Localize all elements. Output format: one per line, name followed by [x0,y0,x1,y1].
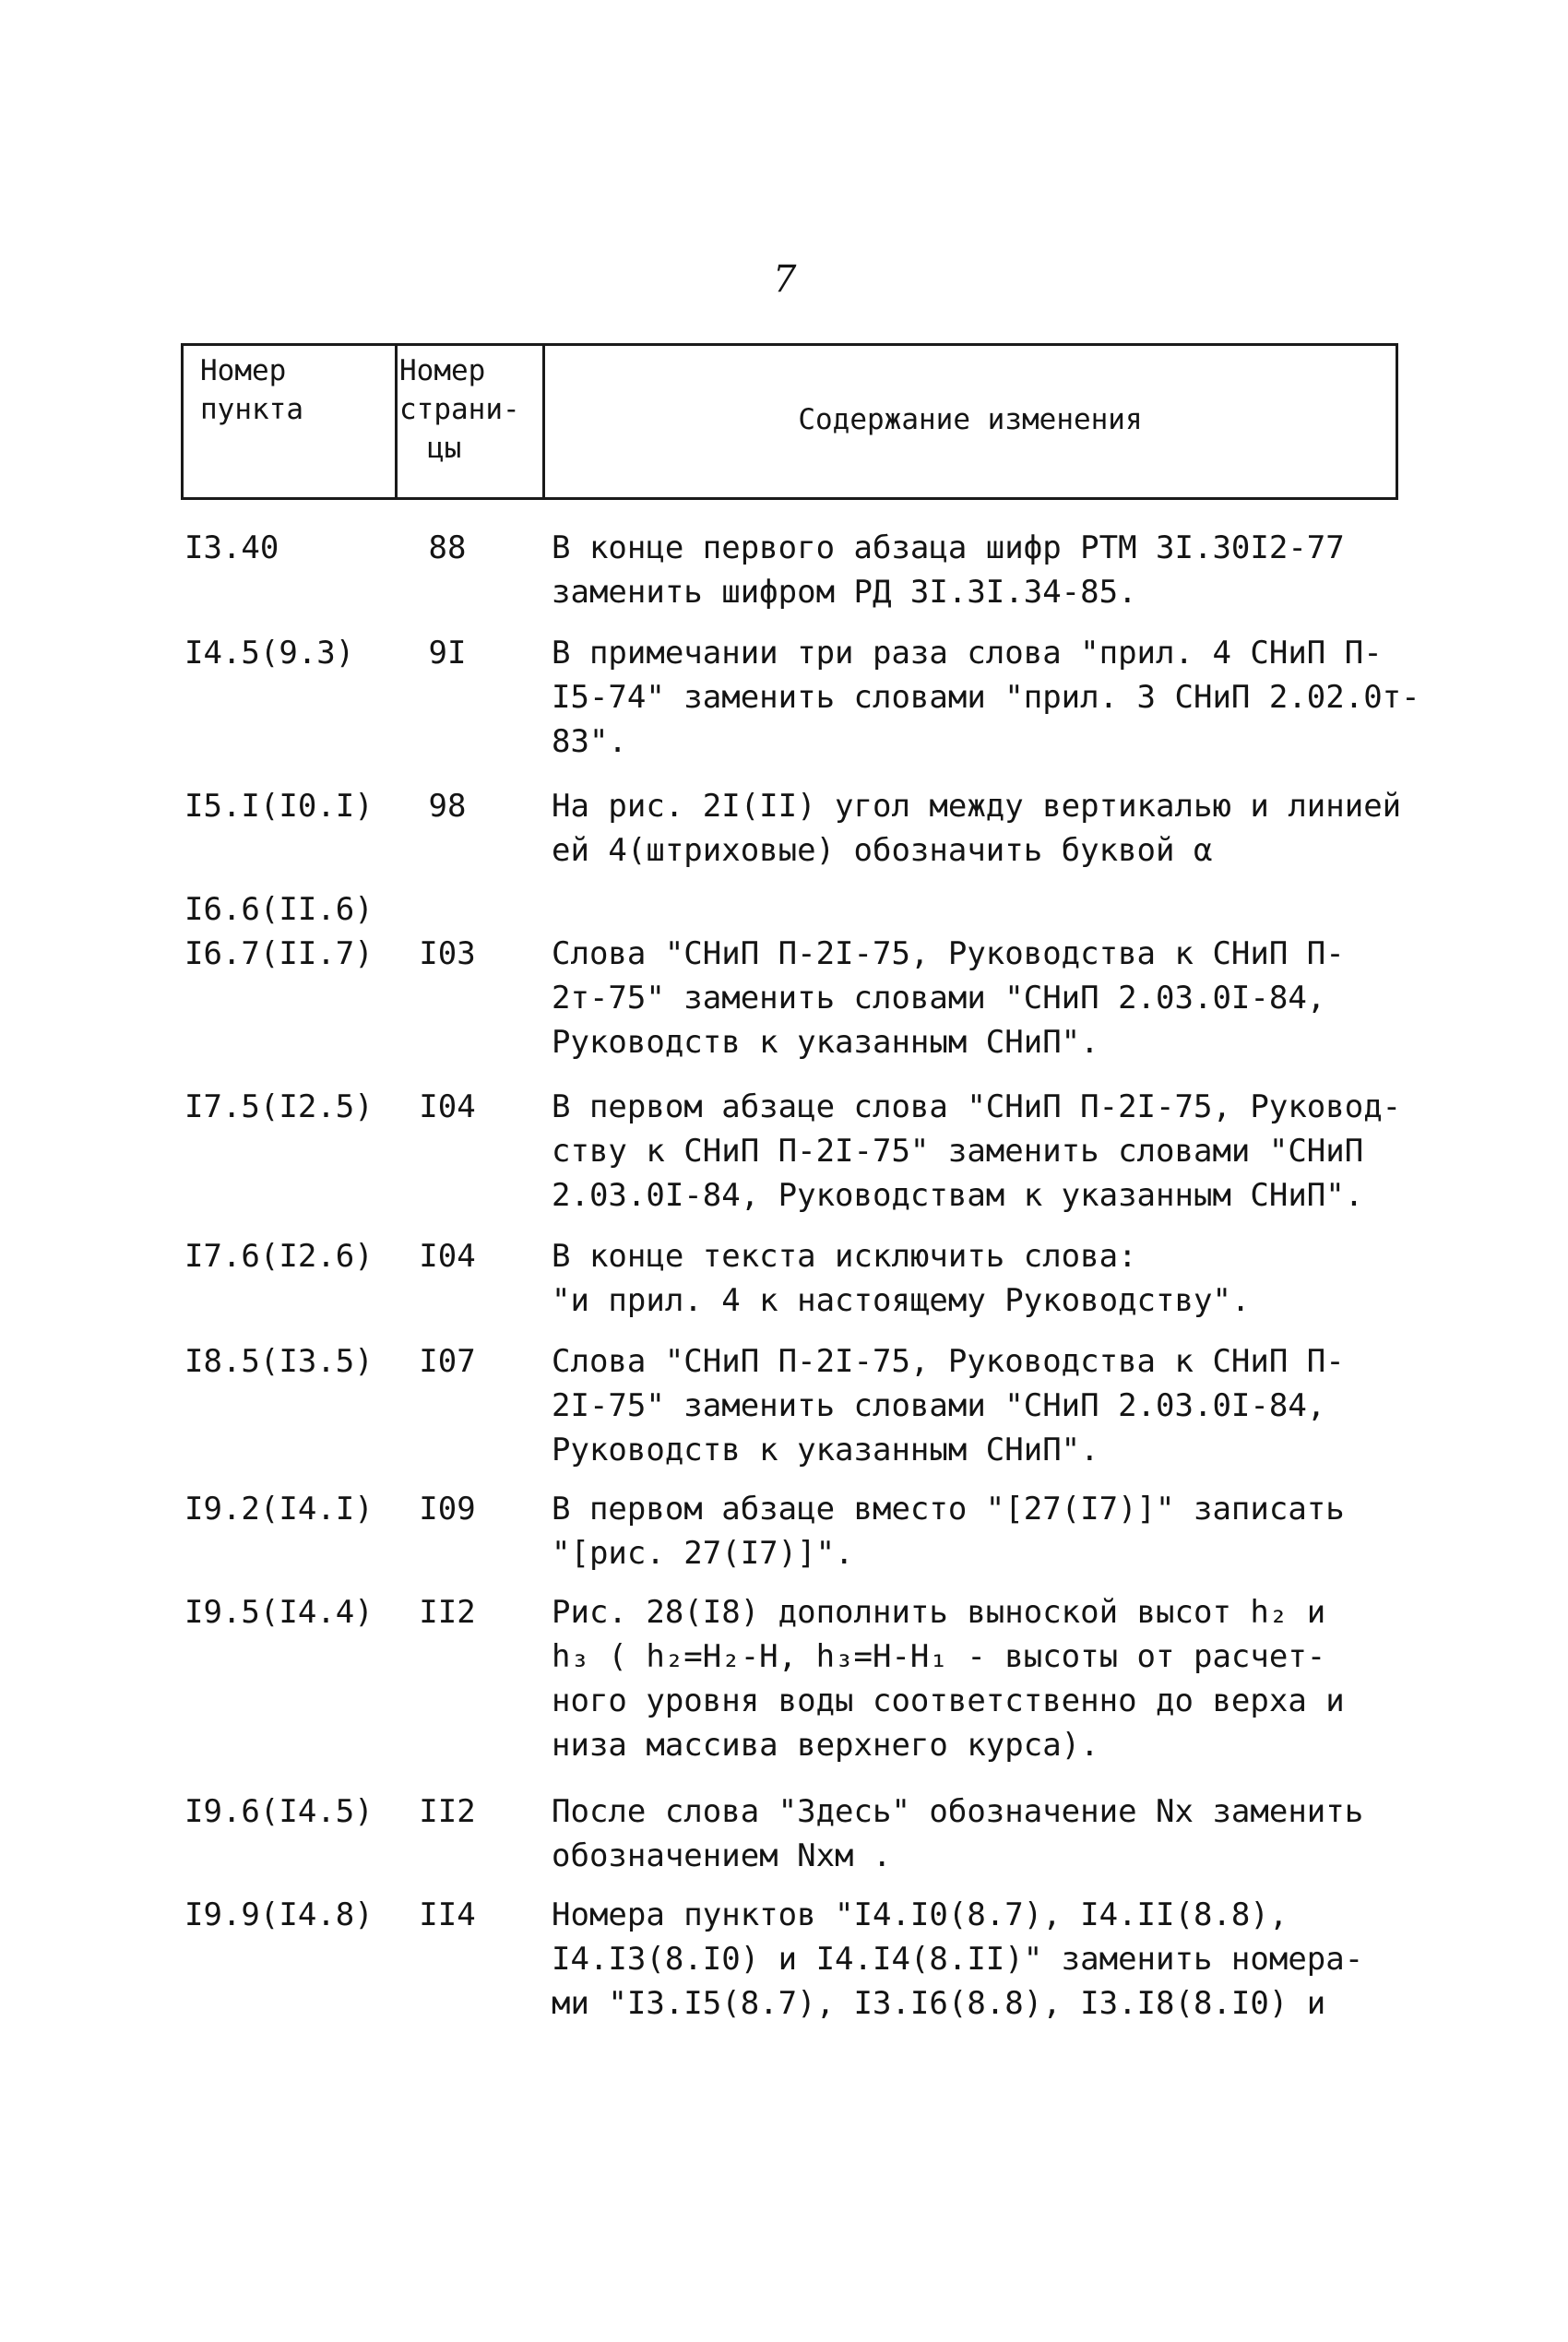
row-page-number: I04 [419,1238,476,1275]
row-page-number: II2 [419,1793,476,1830]
row-content-line: Руководств к указанным СНиП". [552,1432,1099,1468]
row-point-number: I9.6(I4.5) [184,1793,374,1830]
row-page-number: I07 [419,1343,476,1380]
header-content-column [545,346,1396,497]
row-content [552,526,1400,614]
row-point-number: I3.40 [184,529,279,566]
row-content-line: В конце текста исключить слова: [552,1238,1137,1275]
row-content-line: В первом абзаце слова "СНиП П-2I-75, Руковод- [552,1088,1402,1125]
row-content-line: заменить шифром РД 3I.3I.34-85. [552,574,1137,611]
header-page-label-line2: страни- [399,393,520,426]
row-content-line: "и прил. 4 к настоящему Руководству". [552,1282,1251,1319]
row-point-number: I4.5(9.3) [184,635,355,672]
row-content [552,1590,1400,1767]
row-point-number: I7.5(I2.5) [184,1088,374,1125]
row-content-line: ми "I3.I5(8.7), I3.I6(8.8), I3.I8(8.I0) и [552,1985,1326,2022]
row-content-line: I5-74" заменить словами "прил. 3 СНиП 2.02.0т- [552,679,1420,716]
row-content-line: В первом абзаце вместо "[27(I7)]" записать [552,1491,1345,1528]
header-point-column [184,346,398,497]
row-content-line: ного уровня воды соответственно до верха и [552,1682,1345,1719]
row-content-line: Слова "СНиП П-2I-75, Руководства к СНиП П- [552,1343,1345,1380]
row-point-number: I9.2(I4.I) [184,1491,374,1528]
row-content-line: 2I-75" заменить словами "СНиП 2.03.0I-84, [552,1387,1326,1424]
row-content-line: 83". [552,723,627,760]
row-content-line: h₃ ( h₂=H₂-H, h₃=H-H₁ - высоты от расчет- [552,1638,1326,1675]
row-content-line: После слова "Здесь" обозначение Nx заменить [552,1793,1364,1830]
row-content-line: ству к СНиП П-2I-75" заменить словами "СНиП [552,1133,1364,1170]
row-content-line: Руководств к указанным СНиП". [552,1024,1099,1061]
row-content [552,1339,1400,1472]
row-content [552,932,1400,1064]
row-content-line: Рис. 28(I8) дополнить выноской высот h₂ и [552,1594,1326,1631]
row-content-line: Номера пунктов "I4.I0(8.7), I4.II(8.8), [552,1896,1289,1933]
row-content-line: "[рис. 27(I7)]". [552,1535,854,1572]
row-point-number: I6.7(II.7) [184,935,374,972]
row-point-number: I8.5(I3.5) [184,1343,374,1380]
row-content-line: ей 4(штриховые) обозначить буквой α [552,832,1213,869]
row-page-number: II2 [419,1594,476,1631]
row-point-number: I5.I(I0.I) [184,788,374,825]
row-content [552,1487,1400,1575]
row-content-line: низа массива верхнего курса). [552,1727,1099,1764]
row-content-line: 2т-75" заменить словами "СНиП 2.03.0I-84, [552,980,1326,1016]
row-page-number: II4 [419,1896,476,1933]
header-page-column [398,346,545,497]
header-page-label-line3: цы [427,432,462,465]
row-content [552,1085,1400,1218]
row-content-line: 2.03.0I-84, Руководствам к указанным СНиП". [552,1177,1364,1214]
row-page-number: 98 [428,788,467,825]
row-content-line: I4.I3(8.I0) и I4.I4(8.II)" заменить номера- [552,1941,1364,1978]
row-point-number: I6.6(II.6) [184,891,374,928]
row-content [552,1893,1400,2026]
header-point-label-line2: пункта [200,393,303,426]
header-page-label-line1: Номер [399,354,486,387]
row-point-number: I7.6(I2.6) [184,1238,374,1275]
row-content [552,1234,1400,1323]
row-content [552,631,1420,764]
table-header [181,343,1398,500]
row-page-number: I09 [419,1491,476,1528]
row-page-number: 9I [428,635,467,672]
row-point-number: I9.9(I4.8) [184,1896,374,1933]
row-point-number: I9.5(I4.4) [184,1594,374,1631]
row-content-line: В примечании три раза слова "прил. 4 СНиП П- [552,635,1383,672]
row-content-line: Слова "СНиП П-2I-75, Руководства к СНиП П- [552,935,1345,972]
row-page-number: I04 [419,1088,476,1125]
header-point-label-line1: Номер [200,354,287,387]
row-content-line: В конце первого абзаца шифр РТМ 3I.30I2-77 [552,529,1345,566]
row-content-line: обозначением Nxм . [552,1837,892,1874]
row-page-number: I03 [419,935,476,972]
row-content [552,1789,1400,1878]
page-number: 7 [773,258,797,301]
header-content-label: Содержание изменения [798,403,1143,436]
row-content [552,784,1400,873]
row-content-line: На рис. 2I(II) угол между вертикалью и линией [552,788,1402,825]
row-page-number: 88 [428,529,467,566]
